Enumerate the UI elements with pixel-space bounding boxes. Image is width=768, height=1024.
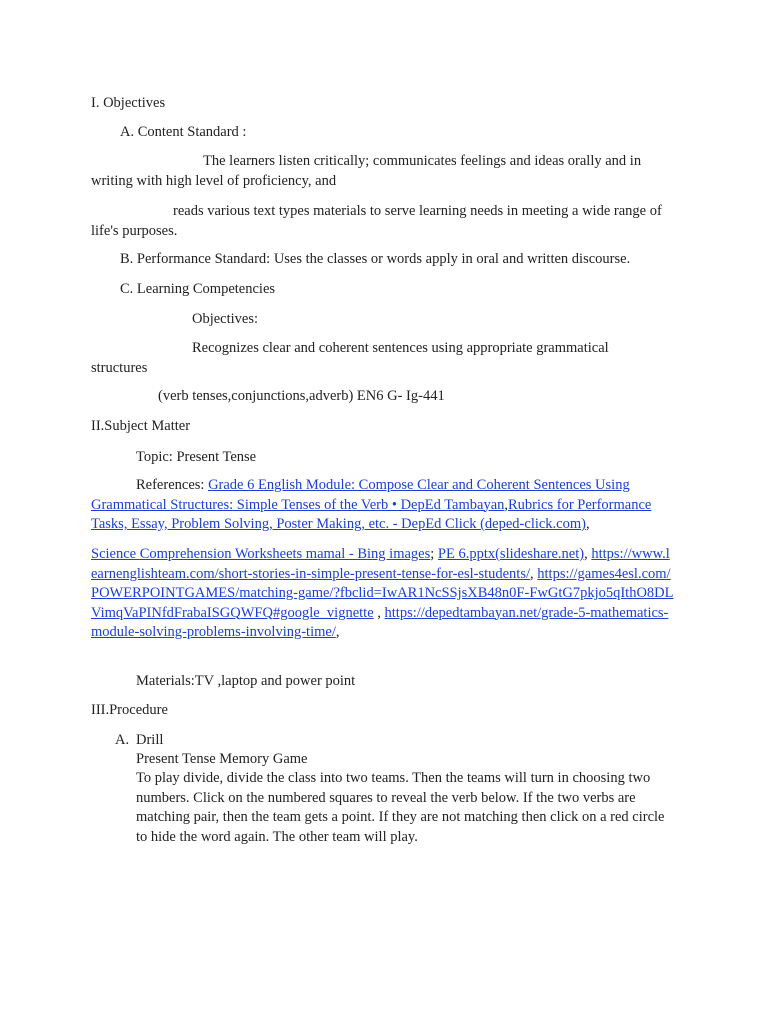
objectives-label: Objectives: <box>192 311 259 327</box>
content-standard-text-2: reads various text types materials to serve learning needs in meeting a wide range of life's purposes. <box>91 203 662 239</box>
content-standard-text-1: The learners listen critically; communicates feelings and ideas orally and in writing with high level of proficiency, and <box>91 153 642 189</box>
drill-marker: A. <box>115 732 130 748</box>
references-paragraph <box>91 476 686 535</box>
game-title: Present Tense Memory Game <box>136 751 308 767</box>
separator: , <box>335 624 340 640</box>
game-instructions: To play divide, divide the class into two teams. Then the teams will turn in choosing two numbers. Click on the numbered squares to reveal the verb below. If the two verbs are matching pair, then the team gets a point. If they are not matching then click on a red circle to hide the word again. The other team will play. <box>136 770 665 845</box>
section-heading-objectives: I. Objectives <box>91 95 166 111</box>
section-heading-subject-matter: II.Subject Matter <box>91 418 191 434</box>
section-heading-procedure: III.Procedure <box>91 702 168 718</box>
separator: , <box>373 604 381 621</box>
reference-link-learnenglishteam[interactable]: https://www.learnenglishteam.com/short-stories-in-simple-present-tense-for-esl-students/ <box>91 546 670 582</box>
reference-link-depedtambayan-math[interactable]: https://depedtambayan.net/grade-5-mathematics-module-solving-problems-involving-time/ <box>91 604 669 640</box>
separator: , <box>585 516 590 532</box>
reference-link-deped-tambayan-module[interactable]: Grade 6 English Module: Compose Clear and Coherent Sentences Using Grammatical Structures: Simple Tenses of the Verb • DepEd Tambayan <box>91 477 630 513</box>
separator: ; <box>430 546 435 562</box>
reference-link-bing-images[interactable]: Science Comprehension Worksheets mamal - Bing images <box>91 546 431 562</box>
separator: , <box>530 565 534 582</box>
separator: , <box>504 496 509 513</box>
objective-text: Recognizes clear and coherent sentences using appropriate grammatical structures <box>91 340 609 376</box>
objective-code: (verb tenses,conjunctions,adverb) EN6 G- Ig-441 <box>158 388 445 404</box>
materials: Materials:TV ,laptop and power point <box>136 673 356 689</box>
topic: Topic: Present Tense <box>136 449 257 465</box>
separator: , <box>584 546 588 562</box>
content-standard-label: A. Content Standard : <box>120 124 247 140</box>
performance-standard: B. Performance Standard: Uses the classes or words apply in oral and written discourse. <box>120 251 631 267</box>
references-label: References: <box>136 477 205 493</box>
references-continued <box>91 545 676 643</box>
reference-link-games4esl[interactable]: https://games4esl.com/POWERPOINTGAMES/matching-game/?fbclid=IwAR1NcSSjsXB48n0F-FwGtG7pkjo5qIthO8DLVimqVaPINfdFrabaISGQWFQ#google_vignette <box>91 565 674 621</box>
reference-link-rubrics[interactable]: Rubrics for Performance Tasks, Essay, Problem Solving, Poster Making, etc. - DepEd Click (deped-click.com) <box>91 496 652 532</box>
learning-competencies-label: C. Learning Competencies <box>120 281 276 297</box>
reference-link-slideshare[interactable]: PE 6.pptx(slideshare.net) <box>437 546 585 562</box>
drill-label: Drill <box>136 732 164 748</box>
